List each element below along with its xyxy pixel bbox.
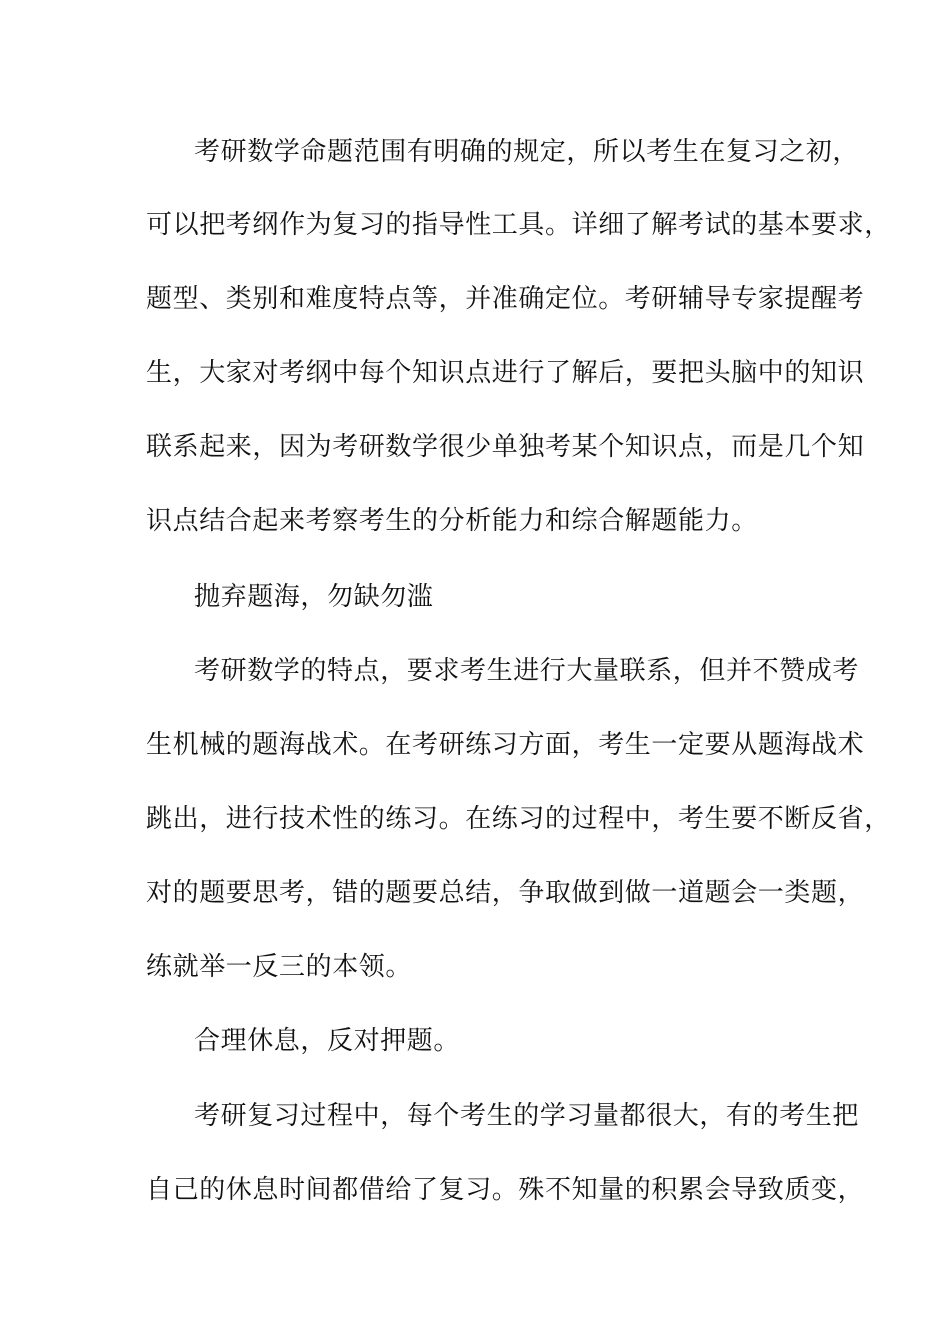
paragraph-1-line-4: 生，大家对考纲中每个知识点进行了解后，要把头脑中的知识 — [146, 358, 865, 388]
paragraph-2-line-1: 考研数学的特点，要求考生进行大量联系，但并不赞成考 — [194, 656, 860, 686]
section-heading-2: 合理休息，反对押题。 — [194, 1026, 461, 1056]
paragraph-1-line-6: 识点结合起来考察考生的分析能力和综合解题能力。 — [146, 506, 758, 536]
paragraph-1-line-2: 可以把考纲作为复习的指导性工具。详细了解考试的基本要求， — [146, 210, 891, 240]
paragraph-2-line-5: 练就举一反三的本领。 — [146, 952, 413, 982]
paragraph-1-line-5: 联系起来，因为考研数学很少单独考某个知识点，而是几个知 — [146, 432, 865, 462]
paragraph-2-line-4: 对的题要思考，错的题要总结，争取做到做一道题会一类题， — [146, 878, 865, 908]
paragraph-3-line-2: 自己的休息时间都借给了复习。殊不知量的积累会导致质变， — [146, 1175, 865, 1205]
paragraph-2-line-3: 跳出，进行技术性的练习。在练习的过程中，考生要不断反省， — [146, 804, 891, 834]
paragraph-3-line-1: 考研复习过程中，每个考生的学习量都很大，有的考生把 — [194, 1101, 860, 1131]
paragraph-1-line-1: 考研数学命题范围有明确的规定，所以考生在复习之初， — [194, 137, 860, 167]
paragraph-1-line-3: 题型、类别和难度特点等，并准确定位。考研辅导专家提醒考 — [146, 284, 865, 314]
paragraph-2-line-2: 生机械的题海战术。在考研练习方面，考生一定要从题海战术 — [146, 730, 865, 760]
section-heading-1: 抛弃题海，勿缺勿滥 — [194, 582, 434, 612]
